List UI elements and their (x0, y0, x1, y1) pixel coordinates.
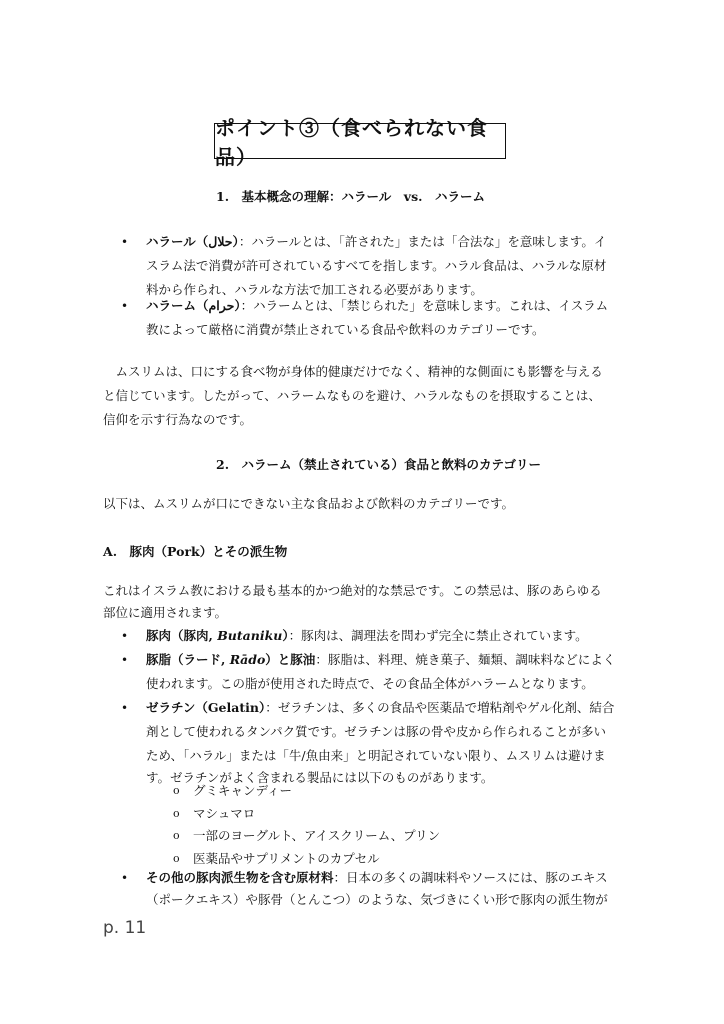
gelatin-line: ため、「ハラル」または「牛/魚由来」と明記されていない限り、ムスリムは避けま (146, 748, 606, 763)
gelatin-product: グミキャンディー (193, 783, 293, 798)
gelatin-item (146, 696, 614, 720)
other-derivatives-term: その他の豚肉派生物を含む原材料 (146, 870, 334, 885)
bullet-icon: • (121, 299, 129, 313)
gelatin-product: マシュマロ (193, 806, 256, 821)
pork-term-end: ） (282, 628, 289, 643)
subsection-a-heading: A. 豚肉（Pork）とその派生物 (103, 544, 288, 559)
pork-item (146, 624, 588, 648)
halal-term: ハラール（حلال） (146, 234, 239, 249)
other-derivatives-line: ：日本の多くの調味料やソースには、豚のエキス (333, 870, 608, 885)
haram-line: 教によって厳格に消費が禁止されている食品や飲料のカテゴリーです。 (146, 322, 545, 337)
haram-term: ハラーム（حرام） (146, 298, 241, 313)
sub-bullet-icon: o (173, 829, 180, 842)
gelatin-line: ：ゼラチンは、多くの食品や医薬品で増粘剤やゲル化剤、結合 (265, 700, 615, 715)
bullet-icon: • (121, 653, 129, 667)
haram-definition (146, 294, 608, 318)
halal-definition (146, 230, 606, 254)
paragraph-line: 信仰を示す行為なのです。 (103, 412, 253, 427)
halal-line: 料から作られ、ハラルな方法で加工される必要があります。 (146, 282, 483, 297)
lard-line: 使われます。この脂が使用された時点で、その食品全体がハラームとなります。 (146, 676, 594, 691)
gelatin-product: 一部のヨーグルト、アイスクリーム、プリン (193, 828, 441, 843)
bullet-icon: • (121, 701, 129, 715)
sub-bullet-icon: o (173, 807, 180, 820)
bullet-icon: • (121, 871, 129, 885)
gelatin-product: 医薬品やサプリメントのカプセル (193, 851, 380, 866)
paragraph-line: 部位に適用されます。 (103, 605, 228, 620)
lard-term: 豚脂（ラード, (146, 652, 230, 667)
halal-line: ：ハラールとは、「許された」または「合法な」を意味します。イ (238, 234, 607, 249)
paragraph-line: と信じています。したがって、ハラームなものを避け、ハラルなものを摂取することは、 (103, 388, 601, 403)
page-number: p. 11 (103, 918, 147, 938)
other-derivatives-item (146, 866, 608, 890)
lard-line: ：豚脂は、料理、焼き菓子、麺類、調味料などによく (315, 652, 616, 667)
pork-text: ：豚肉は、調理法を問わず完全に禁止されています。 (288, 628, 588, 643)
halal-line: スラム法で消費が許可されているすべてを指します。ハラル食品は、ハラルな原材 (146, 258, 607, 273)
haram-line: ：ハラームとは、「禁じられた」を意味します。これは、イスラム (240, 298, 609, 313)
gelatin-line: 剤として使われるタンパク質です。ゼラチンは豚の骨や皮から作られることが多い (146, 724, 607, 739)
bullet-icon: • (121, 629, 129, 643)
sub-bullet-icon: o (173, 784, 180, 797)
pork-term: 豚肉（豚肉, (146, 628, 218, 643)
section-1-heading: 1. 基本概念の理解：ハラール vs. ハラーム (216, 189, 485, 204)
other-derivatives-line: （ポークエキス）や豚骨（とんこつ）のような、気づきにくい形で豚肉の派生物が (146, 892, 608, 907)
sub-bullet-icon: o (173, 852, 180, 865)
gelatin-term: ゼラチン（Gelatin） (146, 700, 266, 715)
lard-item (146, 648, 615, 672)
section-2-heading: 2. ハラーム（禁止されている）食品と飲料のカテゴリー (216, 457, 542, 472)
gelatin-line: す。ゼラチンがよく含まれる製品には以下のものがあります。 (146, 770, 494, 785)
pork-term-romaji: Butaniku (217, 628, 283, 643)
section-2-intro: 以下は、ムスリムが口にできない主な食品および飲料のカテゴリーです。 (103, 496, 515, 511)
paragraph-line: ムスリムは、口にする食べ物が身体的健康だけでなく、精神的な側面にも影響を与える (103, 364, 603, 379)
bullet-icon: • (121, 235, 129, 249)
lard-term-end: ）と豚油 (265, 652, 316, 667)
lard-term-romaji: Rādo (229, 652, 266, 667)
paragraph-line: これはイスラム教における最も基本的かつ絶対的な禁忌です。この禁忌は、豚のあらゆる (103, 583, 602, 598)
page-title: ポイント③（食べられない食品） (214, 123, 506, 159)
